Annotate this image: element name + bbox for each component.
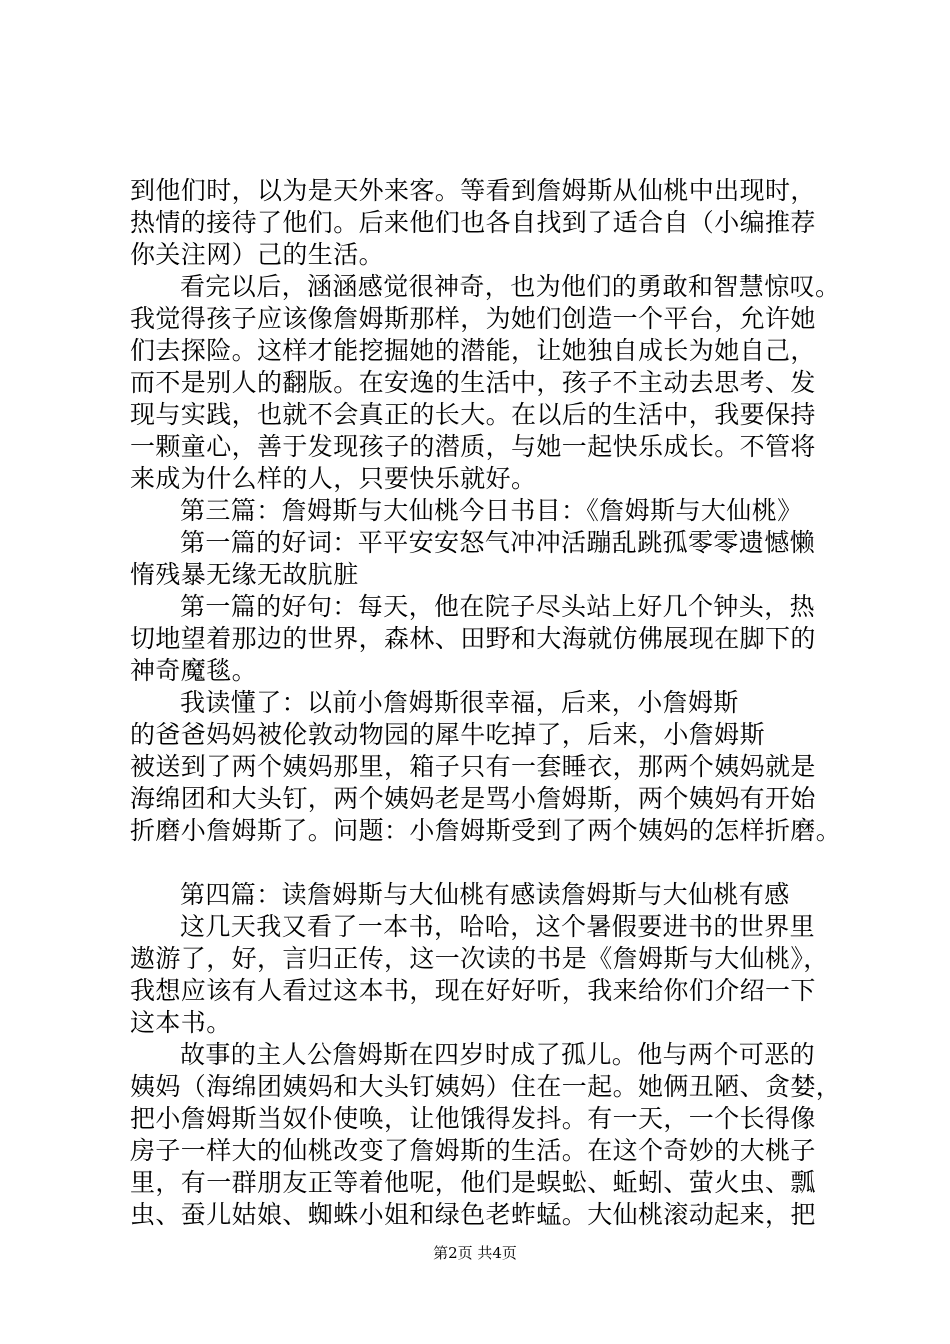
- text-line: 虫、蚕儿姑娘、蜘蛛小姐和绿色老蚱蜢。大仙桃滚动起来，把: [130, 1200, 816, 1229]
- text-line: 惰残暴无缘无故肮脏: [130, 560, 359, 589]
- page-footer: [0, 1243, 950, 1263]
- paragraph-start-line: 第一篇的好词：平平安安怒气冲冲活蹦乱跳孤零零遗憾懒: [180, 528, 816, 557]
- page-number: 第2页 共4页: [433, 1244, 517, 1262]
- text-line: 而不是别人的翻版。在安逸的生活中，孩子不主动去思考、发: [130, 368, 816, 397]
- section-heading-4: 第四篇：读詹姆斯与大仙桃有感读詹姆斯与大仙桃有感: [180, 880, 790, 909]
- text-line: 现与实践，也就不会真正的长大。在以后的生活中，我要保持: [130, 400, 816, 429]
- text-line: 我觉得孩子应该像詹姆斯那样，为她们创造一个平台，允许她: [130, 304, 816, 333]
- blank-line: [130, 847, 850, 879]
- text-line: 折磨小詹姆斯了。问题：小詹姆斯受到了两个姨妈的怎样折磨。: [130, 816, 842, 845]
- text-line: 们去探险。这样才能挖掘她的潜能，让她独自成长为她自己，: [130, 336, 816, 365]
- text-line: 海绵团和大头钉，两个姨妈老是骂小詹姆斯，两个姨妈有开始: [130, 784, 816, 813]
- document-body: [130, 175, 850, 1231]
- paragraph-start-line: 第一篇的好句：每天，他在院子尽头站上好几个钟头，热: [180, 592, 816, 621]
- text-line: 热情的接待了他们。后来他们也各自找到了适合自（小编推荐: [130, 208, 816, 237]
- paragraph-start-line: 这几天我又看了一本书，哈哈，这个暑假要进书的世界里: [180, 912, 816, 941]
- text-line: 神奇魔毯。: [130, 656, 258, 685]
- text-line: 的爸爸妈妈被伦敦动物园的犀牛吃掉了，后来，小詹姆斯: [130, 720, 766, 749]
- paragraph-start-line: 故事的主人公詹姆斯在四岁时成了孤儿。他与两个可恶的: [180, 1040, 816, 1069]
- text-line: 你关注网）己的生活。: [130, 240, 385, 269]
- text-line: 一颗童心，善于发现孩子的潜质，与她一起快乐成长。不管将: [130, 432, 816, 461]
- paragraph-start-line: 看完以后，涵涵感觉很神奇，也为他们的勇敢和智慧惊叹。: [180, 272, 841, 301]
- text-line: 切地望着那边的世界，森林、田野和大海就仿佛展现在脚下的: [130, 624, 816, 653]
- text-line: 我想应该有人看过这本书，现在好好听，我来给你们介绍一下: [130, 976, 816, 1005]
- section-heading-3: 第三篇：詹姆斯与大仙桃今日书目：《詹姆斯与大仙桃》: [180, 496, 803, 525]
- text-line: 这本书。: [130, 1008, 232, 1037]
- text-line: 来成为什么样的人，只要快乐就好。: [130, 464, 537, 493]
- text-line: 把小詹姆斯当奴仆使唤，让他饿得发抖。有一天，一个长得像: [130, 1104, 816, 1133]
- text-line: 里，有一群朋友正等着他呢，他们是蜈蚣、蚯蚓、萤火虫、瓢: [130, 1168, 816, 1197]
- text-line: 遨游了，好，言归正传，这一次读的书是《詹姆斯与大仙桃》，: [130, 944, 829, 973]
- text-line: 被送到了两个姨妈那里，箱子只有一套睡衣，那两个姨妈就是: [130, 752, 816, 781]
- text-line: 到他们时，以为是天外来客。等看到詹姆斯从仙桃中出现时，: [130, 176, 816, 205]
- text-line: 房子一样大的仙桃改变了詹姆斯的生活。在这个奇妙的大桃子: [130, 1136, 816, 1165]
- text-line: 姨妈（海绵团姨妈和大头钉姨妈）住在一起。她俩丑陋、贪婪，: [130, 1072, 842, 1101]
- paragraph-start-line: 我读懂了：以前小詹姆斯很幸福，后来，小詹姆斯: [180, 688, 739, 717]
